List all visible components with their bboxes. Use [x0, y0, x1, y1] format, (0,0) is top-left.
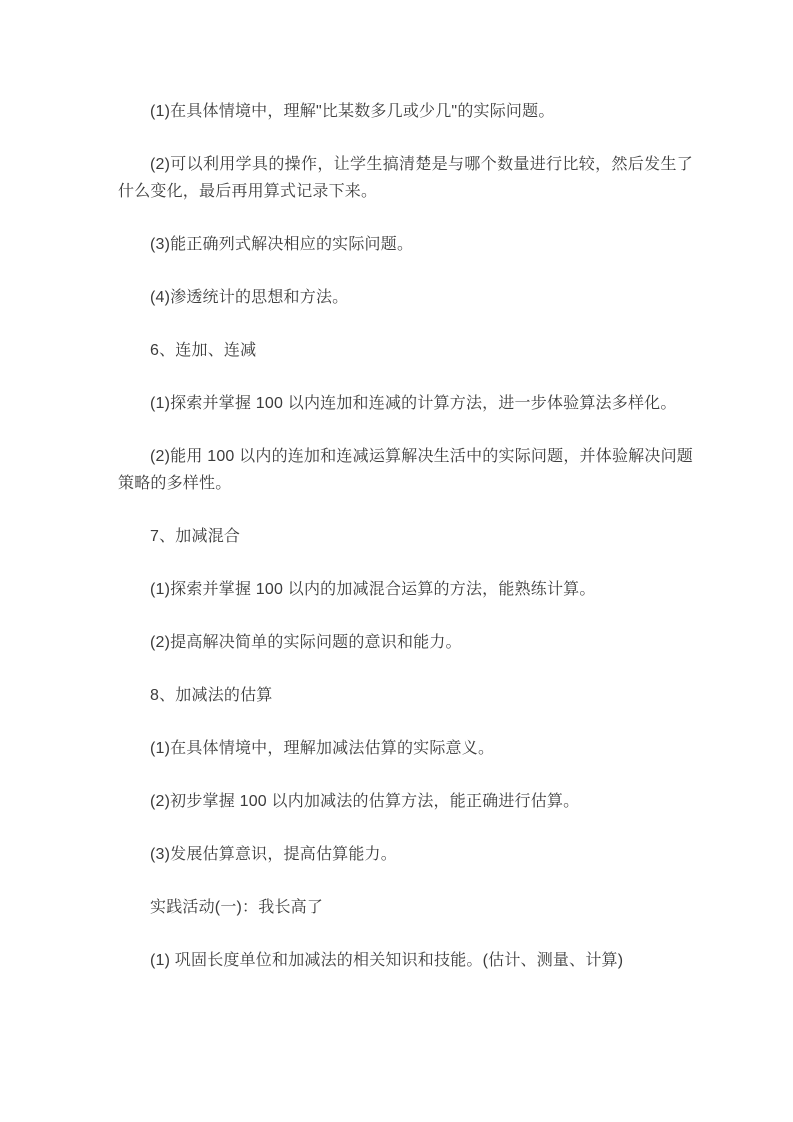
paragraph: (3)能正确列式解决相应的实际问题。	[150, 236, 414, 253]
section-heading: 6、连加、连减	[150, 342, 257, 359]
paragraph: (1)在具体情境中，理解"比某数多几或少几"的实际问题。	[150, 103, 555, 120]
paragraph: (4)渗透统计的思想和方法。	[150, 289, 349, 306]
paragraph: (2)初步掌握 100 以内加减法的估算方法，能正确进行估算。	[150, 793, 580, 810]
paragraph: (2)提高解决简单的实际问题的意识和能力。	[150, 634, 462, 651]
paragraph: (1) 巩固长度单位和加减法的相关知识和技能。(估计、测量、计算)	[150, 952, 624, 969]
paragraph: (2)可以利用学具的操作，让学生搞清楚是与哪个数量进行比较，然后发生了什么变化，最后再用算式记录下来。	[118, 156, 693, 200]
paragraph: (1)在具体情境中，理解加减法估算的实际意义。	[150, 740, 495, 757]
paragraph: (3)发展估算意识，提高估算能力。	[150, 846, 397, 863]
section-heading: 8、加减法的估算	[150, 687, 273, 704]
paragraph: (1)探索并掌握 100 以内连加和连减的计算方法，进一步体验算法多样化。	[150, 395, 677, 412]
section-heading: 实践活动(一)：我长高了	[150, 899, 324, 916]
section-heading: 7、加减混合	[150, 528, 241, 545]
paragraph: (2)能用 100 以内的连加和连减运算解决生活中的实际问题，并体验解决问题策略的多样性。	[118, 448, 693, 492]
paragraph: (1)探索并掌握 100 以内的加减混合运算的方法，能熟练计算。	[150, 581, 596, 598]
